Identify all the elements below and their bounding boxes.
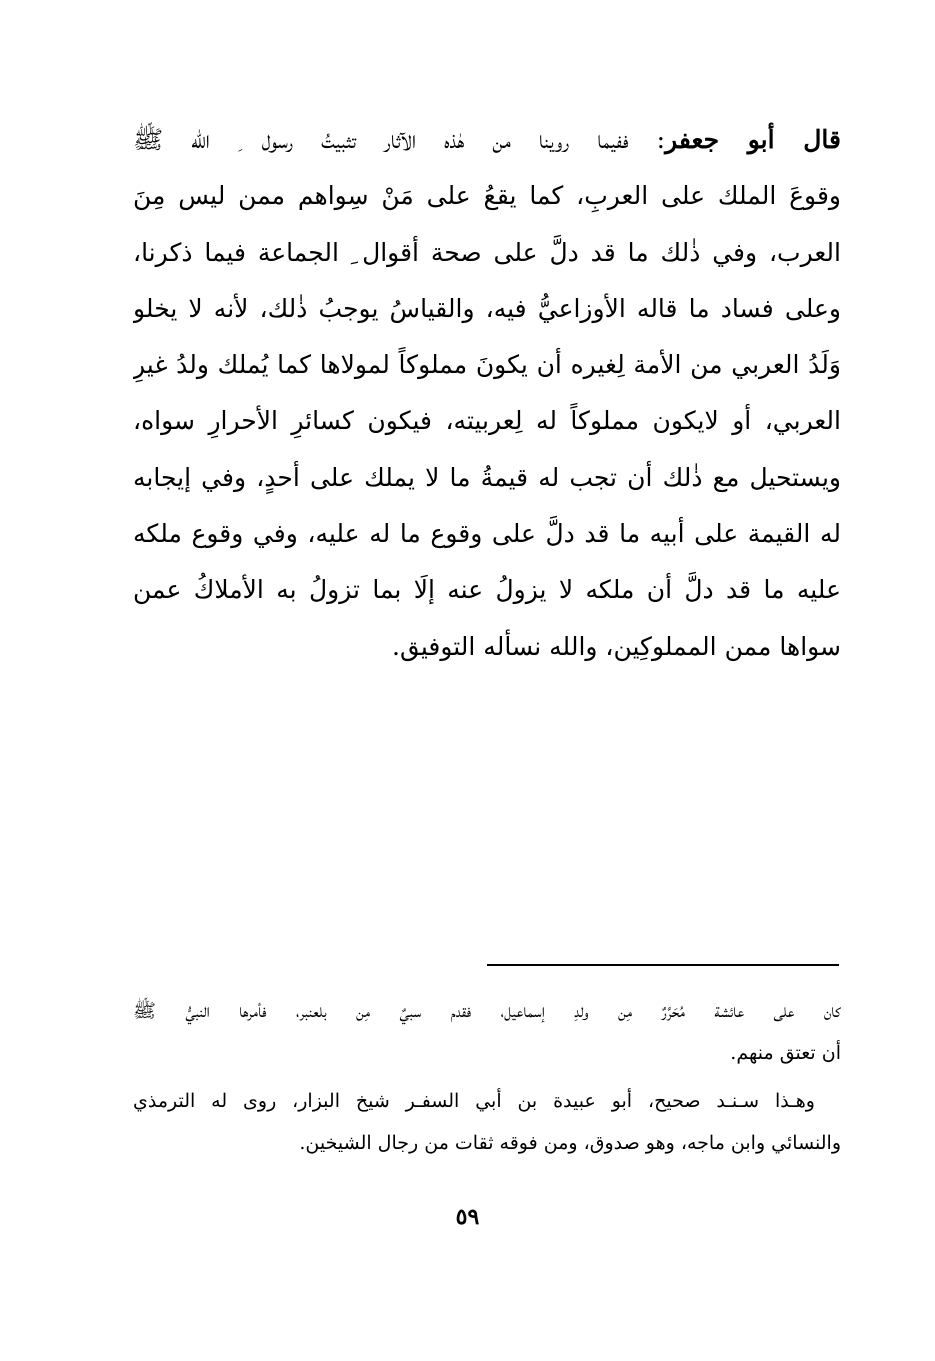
main-line-3: العرب، وفي ذٰلك ما قد دلَّ على صحة أقوال ِ الجماعة فيما ذكرنا، [133, 237, 841, 267]
footnote-1-line-1: كان على عائشة مُحَرَّرٌ مِن ولدِ إسماعيل، فقدم سبيٌ مِن بلعنبر، فأمرها النبيُّ ﷺ [133, 1000, 841, 1022]
main-line-1 [133, 112, 841, 168]
main-line-6: العربي، أو لايكون مملوكاً له لِعربيته، فيكون كسائرِ الأحرارِ سواه، [133, 406, 841, 436]
main-line-4: وعلى فساد ما قاله الأوزاعيُّ فيه، والقياسُ يوجبُ ذٰلك، لأنه لا يخلو [133, 293, 841, 323]
main-line-8: له القيمة على أبيه ما قد دلَّ على وقوع ما له عليه، وفي وقوع ملكه [133, 519, 841, 549]
main-line-7: ويستحيل مع ذٰلك أن تجب له قيمةُ ما لا يملك على أحدٍ، وفي إيجابه [133, 462, 841, 492]
main-text-block [133, 112, 841, 675]
main-line-2: وقوعَ الملك على العربِ، كما يقعُ على مَنْ سِواهم ممن ليس مِنَ [133, 181, 841, 211]
footnote-2-line-2: والنسائي وابن ماجه، وهو صدوق، ومن فوقه ثقات من رجال الشيخين. [299, 1132, 841, 1154]
main-line-1-text: : ففيما روينا من هٰذه الآثار تثبيتُ رسول ِ الله ﷺ [133, 125, 666, 154]
footnote-2-line-1: وهـذا سـنـد صحيح، أبو عبيدة بن أبي السفـر شيخ البزار، روى له الترمذي [133, 1090, 815, 1112]
footnote-divider [487, 964, 839, 966]
footnote-1-line-2: أن تعتق منهم. [730, 1042, 841, 1064]
main-line-9: عليه ما قد دلَّ أن ملكه لا يزولُ عنه إلَا بما تزولُ به الأملاكُ عمن [133, 575, 841, 605]
main-line-10: سواها ممن المملوكِين، والله نسأله التوفيق. [392, 631, 841, 661]
main-line-5: وَلَدُ العربي من الأمة لِغيره أن يكونَ مملوكاً لمولاها كما يُملك ولدُ غيرِ [133, 350, 841, 380]
page-number: ٥٩ [455, 1204, 480, 1230]
footnotes-block [133, 990, 841, 1164]
speaker-name: قال أبو جعفر [665, 125, 841, 154]
